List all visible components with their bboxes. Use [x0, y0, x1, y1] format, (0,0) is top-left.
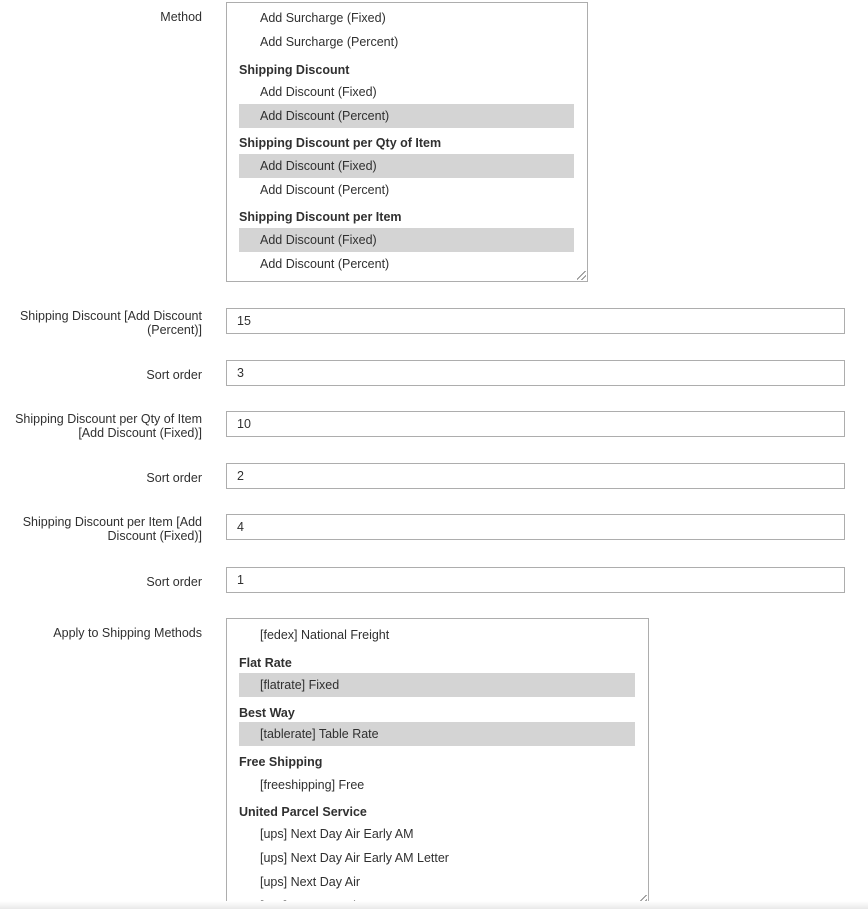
- bottom-edge-shadow: [0, 901, 868, 909]
- shipping-methods-multiselect[interactable]: [226, 618, 649, 906]
- shipping-discount-percent-label: Shipping Discount [Add Discount (Percent)]: [19, 309, 202, 337]
- select-option[interactable]: [ups] Next Day Air: [260, 875, 361, 889]
- optgroup-label: Shipping Discount per Qty of Item: [239, 136, 442, 150]
- select-option[interactable]: Add Discount (Fixed): [239, 154, 574, 178]
- select-option[interactable]: [ups] Next Day Air Early AM Letter: [260, 851, 449, 865]
- optgroup-label: Free Shipping: [239, 755, 323, 769]
- select-option[interactable]: Add Discount (Fixed): [239, 228, 574, 252]
- optgroup-label: Flat Rate: [239, 656, 292, 670]
- shipping-discount-per-item-input[interactable]: [226, 514, 845, 540]
- sort-order-input-3[interactable]: [226, 567, 845, 593]
- shipping-discount-per-item-label: Shipping Discount per Item [Add Discount (Fixed)]: [22, 515, 202, 543]
- select-option[interactable]: Add Discount (Percent): [260, 257, 390, 271]
- sort-order-label-3: Sort order: [146, 575, 202, 589]
- optgroup-label: Shipping Discount per Item: [239, 210, 402, 224]
- shipping-discount-percent-input[interactable]: [226, 308, 845, 334]
- sort-order-input-2[interactable]: [226, 463, 845, 489]
- shipping-discount-per-qty-label: Shipping Discount per Qty of Item [Add Discount (Fixed)]: [15, 412, 202, 440]
- select-option[interactable]: Add Discount (Percent): [239, 104, 574, 128]
- select-option[interactable]: Add Surcharge (Percent): [260, 35, 399, 49]
- optgroup-label: United Parcel Service: [239, 805, 367, 819]
- select-option[interactable]: [fedex] National Freight: [260, 628, 390, 642]
- select-option[interactable]: [flatrate] Fixed: [239, 673, 635, 697]
- method-multiselect[interactable]: [226, 2, 588, 282]
- sort-order-input-1[interactable]: [226, 360, 845, 386]
- select-option[interactable]: [ups] Next Day Air Early AM: [260, 827, 414, 841]
- select-option[interactable]: [freeshipping] Free: [260, 778, 365, 792]
- method-label: Method: [160, 10, 202, 24]
- resize-grip-icon[interactable]: [577, 271, 586, 280]
- optgroup-label: Best Way: [239, 706, 295, 720]
- shipping-methods-label: Apply to Shipping Methods: [53, 626, 202, 640]
- shipping-discount-per-qty-input[interactable]: [226, 411, 845, 437]
- sort-order-label-2: Sort order: [146, 471, 202, 485]
- select-option[interactable]: Add Discount (Fixed): [260, 85, 377, 99]
- select-option[interactable]: [tablerate] Table Rate: [239, 722, 635, 746]
- select-option[interactable]: Add Discount (Percent): [260, 183, 390, 197]
- select-option[interactable]: Add Surcharge (Fixed): [260, 11, 386, 25]
- sort-order-label-1: Sort order: [146, 368, 202, 382]
- optgroup-label: Shipping Discount: [239, 63, 350, 77]
